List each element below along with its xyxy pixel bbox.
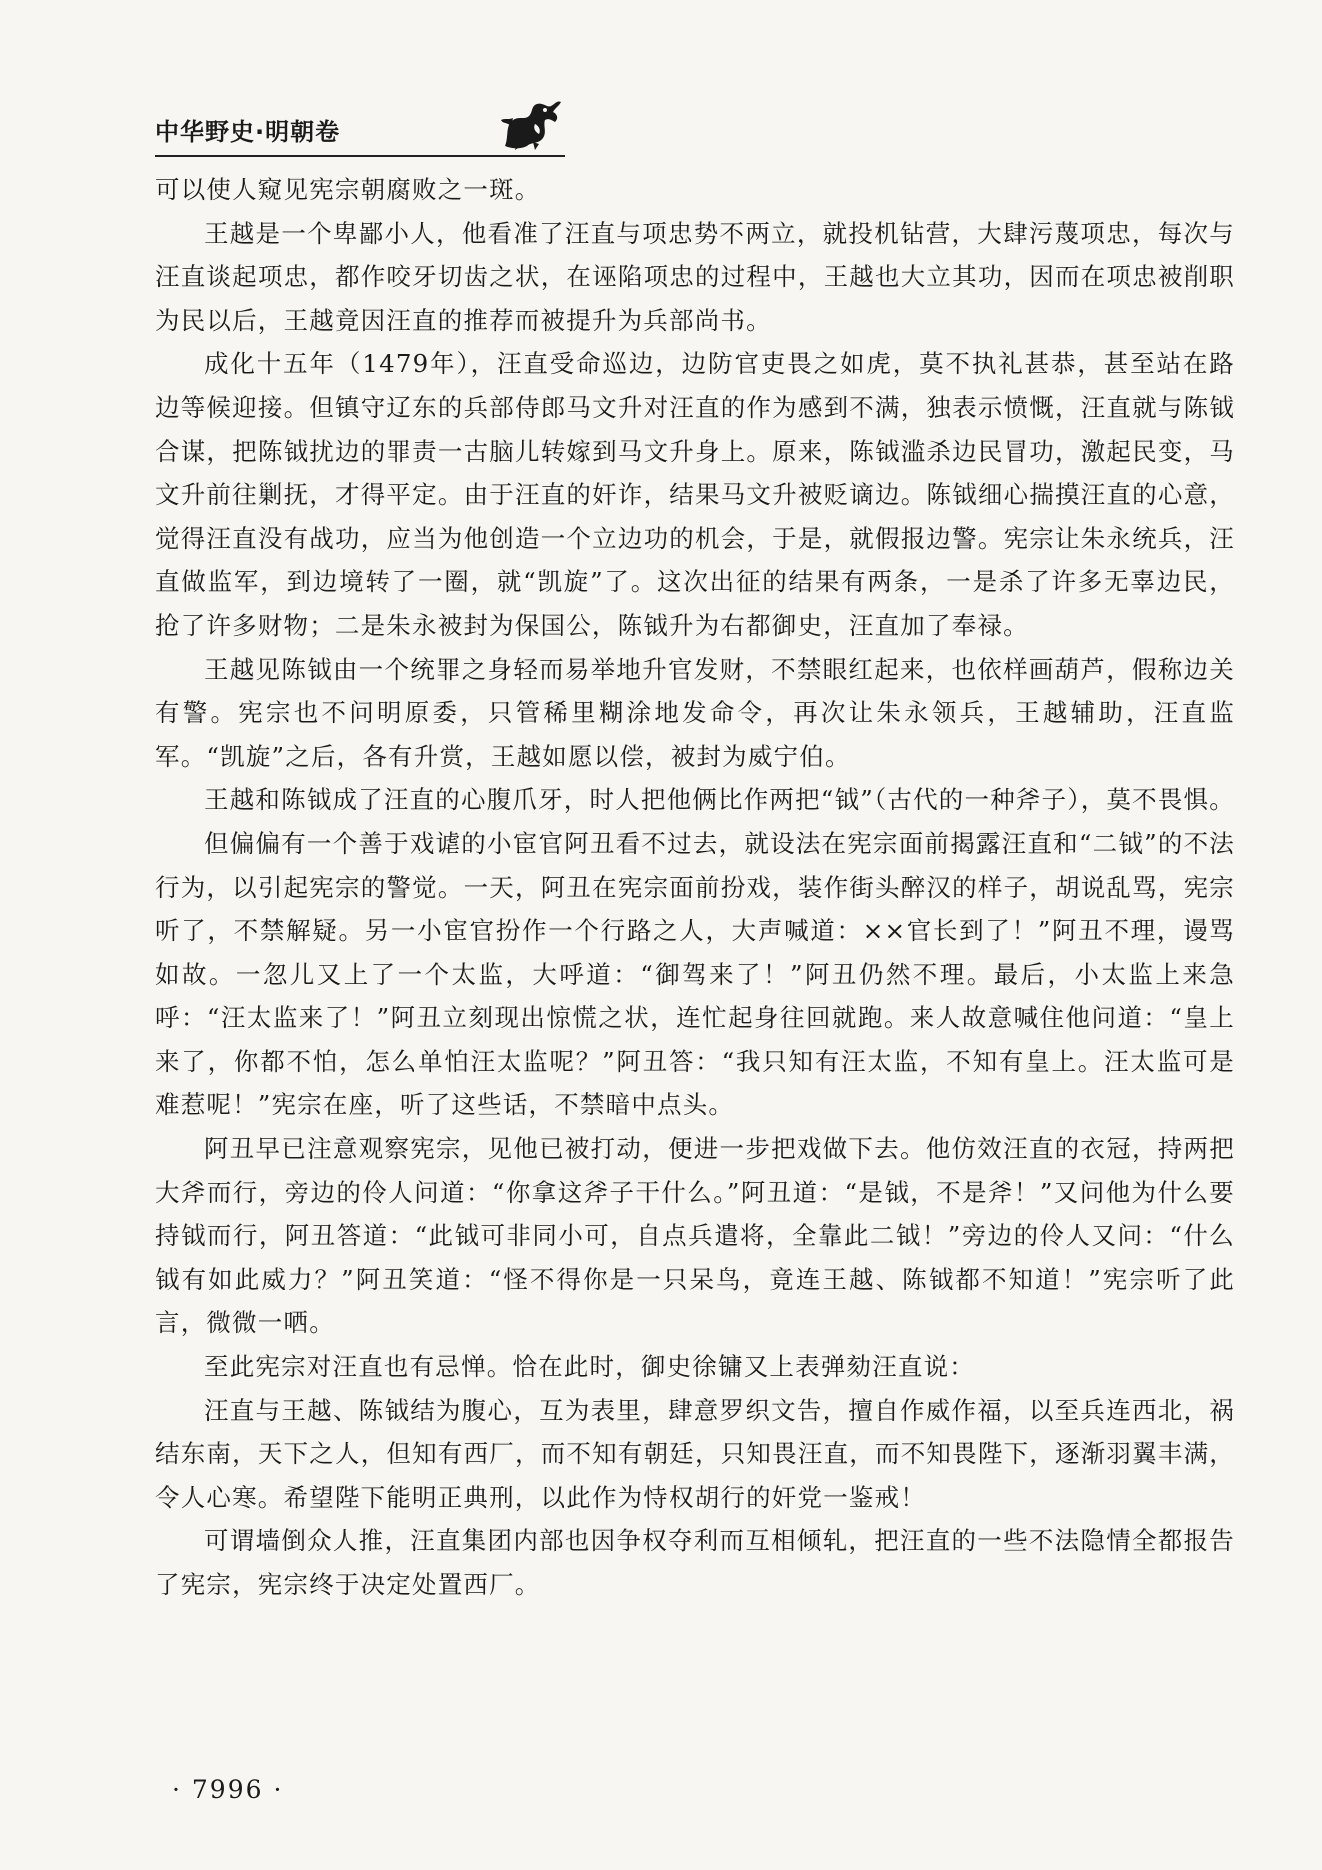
header-rule xyxy=(155,155,565,157)
dragon-emblem-icon xyxy=(495,96,565,152)
paragraph: 但偏偏有一个善于戏谑的小宦官阿丑看不过去，就设法在宪宗面前揭露汪直和“二钺”的不法行为，以引起宪宗的警觉。一天，阿丑在宪宗面前扮戏，装作街头醉汉的样子，胡说乱骂，宪宗听了，不禁解疑。另一小宦官扮作一个行路之人，大声喊道：××官长到了！”阿丑不理，谩骂如故。一忽儿又上了一个太监，大呼道：“御驾来了！”阿丑仍然不理。最后，小太监上来急呼：“汪太监来了！”阿丑立刻现出惊慌之状，连忙起身往回就跑。来人故意喊住他问道：“皇上来了，你都不怕，怎么单怕汪太监呢？”阿丑答：“我只知有汪太监，不知有皇上。汪太监可是难惹呢！”宪宗在座，听了这些话，不禁暗中点头。 xyxy=(155,828,1235,1120)
header-title: 中华野史·明朝卷 xyxy=(155,118,341,146)
quoted-memorial: 汪直与王越、陈钺结为腹心，互为表里，肆意罗织文告，擅自作威作福，以至兵连西北，祸结东南，天下之人，但知有西厂，而不知有朝廷，只知畏汪直，而不知畏陛下，逐渐羽翼丰满，令人心寒。希望陛下能明正典刑，以此作为恃权胡行的奸党一鉴戒！ xyxy=(155,1395,1235,1512)
paragraph: 王越是一个卑鄙小人，他看准了汪直与项忠势不两立，就投机钻营，大肆污蔑项忠，每次与汪直谈起项忠，都作咬牙切齿之状，在诬陷项忠的过程中，王越也大立其功，因而在项忠被削职为民以后，王越竟因汪直的推荐而被提升为兵部尚书。 xyxy=(155,218,1235,335)
paragraph: 王越和陈钺成了汪直的心腹爪牙，时人把他俩比作两把“钺”（古代的一种斧子），莫不畏惧。 xyxy=(204,785,1235,815)
paragraph: 可以使人窥见宪宗朝腐败之一斑。 xyxy=(155,175,541,204)
paragraph: 王越见陈钺由一个统罪之身轻而易举地升官发财，不禁眼红起来，也依样画葫芦，假称边关有警。宪宗也不问明原委，只管稀里糊涂地发命令，再次让朱永领兵，王越辅助，汪直监军。“凯旋”之后，各有升赏，王越如愿以偿，被封为威宁伯。 xyxy=(155,654,1235,771)
paragraph: 可谓墙倒众人推，汪直集团内部也因争权夺利而互相倾轧，把汪直的一些不法隐情全都报告了宪宗，宪宗终于决定处置西厂。 xyxy=(155,1526,1235,1599)
page-number: · 7996 · xyxy=(172,1775,284,1804)
body-text xyxy=(155,168,1235,1607)
paragraph: 阿丑早已注意观察宪宗，见他已被打动，便进一步把戏做下去。他仿效汪直的衣冠，持两把大斧而行，旁边的伶人问道：“你拿这斧子干什么。”阿丑道：“是钺，不是斧！”又问他为什么要持钺而行，阿丑答道：“此钺可非同小可，自点兵遣将，全靠此二钺！”旁边的伶人又问：“什么钺有如此威力？”阿丑笑道：“怪不得你是一只呆鸟，竟连王越、陈钺都不知道！”宪宗听了此言，微微一哂。 xyxy=(155,1134,1235,1338)
running-header xyxy=(155,96,565,154)
paragraph: 至此宪宗对汪直也有忌惮。恰在此时，御史徐镛又上表弹劾汪直说： xyxy=(204,1352,975,1382)
paragraph: 成化十五年（1479年），汪直受命巡边，边防官吏畏之如虎，莫不执礼甚恭，甚至站在路边等候迎接。但镇守辽东的兵部侍郎马文升对汪直的作为感到不满，独表示愤慨，汪直就与陈钺合谋，把陈钺扰边的罪责一古脑儿转嫁到马文升身上。原来，陈钺滥杀边民冒功，激起民变，马文升前往剿抚，才得平定。由于汪直的奸诈，结果马文升被贬谪边。陈钺细心揣摸汪直的心意，觉得汪直没有战功，应当为他创造一个立边功的机会，于是，就假报边警。宪宗让朱永统兵，汪直做监军，到边境转了一圈，就“凯旋”了。这次出征的结果有两条，一是杀了许多无辜边民，抢了许多财物；二是朱永被封为保国公，陈钺升为右都御史，汪直加了奉禄。 xyxy=(155,349,1235,640)
